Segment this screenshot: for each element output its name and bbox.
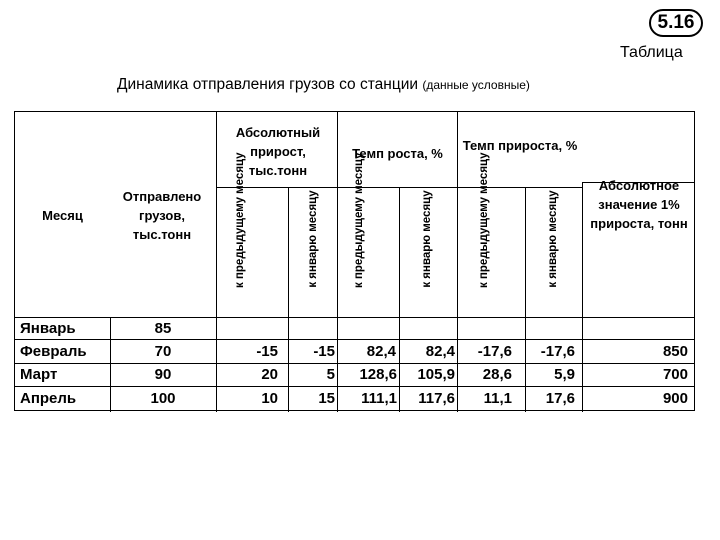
row-inc-jan: 5,9 xyxy=(554,366,575,383)
table-title-note: (данные условные) xyxy=(422,78,530,92)
row-rate-jan: 82,4 xyxy=(425,343,455,360)
row-sent: 70 xyxy=(154,343,172,360)
row-inc-prev: -17,6 xyxy=(477,343,512,360)
row-month: Апрель xyxy=(20,390,77,407)
table-caption-label: Таблица xyxy=(620,44,683,61)
subheader-inc-vs-jan: к январю месяцу xyxy=(547,190,559,288)
row-rate-prev: 111,1 xyxy=(361,390,397,407)
row-abs-1pct: 850 xyxy=(662,343,688,360)
row-month: Март xyxy=(20,366,58,383)
row-sent: 100 xyxy=(150,390,176,407)
row-month: Январь xyxy=(20,320,76,337)
slide-number-badge: 5.16 xyxy=(649,9,703,37)
row-sent: 90 xyxy=(154,366,172,383)
row-abs-jan: 15 xyxy=(318,390,335,407)
subheader-abs-vs-jan: к январю месяцу xyxy=(307,190,319,288)
subheader-abs-vs-prev: к предыдущему месяцу xyxy=(234,152,246,288)
row-inc-prev: 11,1 xyxy=(483,390,512,407)
subheader-rate-vs-prev: к предыдущему месяцу xyxy=(353,152,365,288)
header-growth-rate: Темп роста, % xyxy=(352,146,443,161)
row-rate-prev: 82,4 xyxy=(366,343,396,360)
header-month: Месяц xyxy=(42,208,83,223)
header-abs-value-1pct: Абсолютное значение 1% прироста, тонн xyxy=(590,178,688,231)
row-inc-prev: 28,6 xyxy=(482,366,512,383)
data-table xyxy=(14,111,695,411)
row-abs-jan: 5 xyxy=(326,366,335,383)
row-rate-jan: 117,6 xyxy=(418,390,455,407)
row-sent: 85 xyxy=(154,320,172,337)
row-abs-prev: -15 xyxy=(256,343,278,360)
subheader-rate-vs-jan: к январю месяцу xyxy=(421,190,433,288)
row-inc-jan: 17,6 xyxy=(545,390,575,407)
row-abs-1pct: 700 xyxy=(662,366,688,383)
row-rate-jan: 105,9 xyxy=(417,366,455,383)
row-abs-jan: -15 xyxy=(313,343,335,360)
header-abs-growth: Абсолютный прирост, тыс.тонн xyxy=(235,125,321,178)
row-abs-1pct: 900 xyxy=(662,390,688,407)
row-rate-prev: 128,6 xyxy=(359,366,397,383)
header-increase-rate: Темп прироста, % xyxy=(462,138,578,153)
row-abs-prev: 10 xyxy=(261,390,278,407)
header-sent: Отправлено грузов, тыс.тонн xyxy=(122,189,202,242)
table-title xyxy=(117,76,530,94)
row-inc-jan: -17,6 xyxy=(540,343,575,360)
row-abs-prev: 20 xyxy=(261,366,278,383)
subheader-inc-vs-prev: к предыдущему месяцу xyxy=(478,152,490,288)
row-month: Февраль xyxy=(20,343,87,360)
table-title-main: Динамика отправления грузов со станции xyxy=(117,76,423,93)
